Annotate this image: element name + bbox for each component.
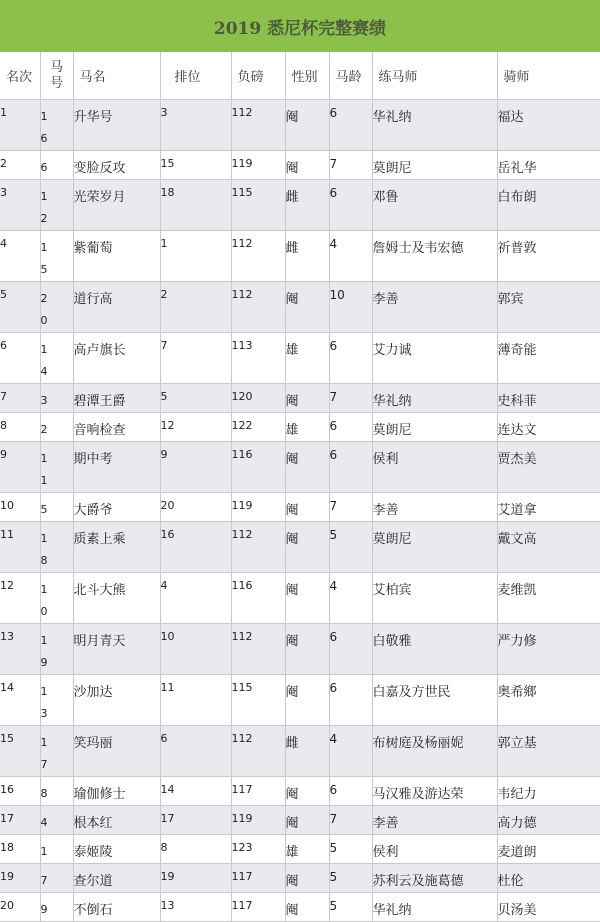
- cell-jockey: 郭宾: [497, 282, 600, 333]
- cell-trainer: 邓鲁: [372, 180, 497, 231]
- cell-horse-number: [40, 100, 73, 151]
- horse-number-digit-2: 6: [40, 132, 48, 145]
- header-draw: 排位: [160, 52, 231, 100]
- cell-age: 6: [329, 180, 372, 231]
- cell-horse-number: [40, 180, 73, 231]
- cell-rank: 4: [0, 231, 40, 282]
- table-row: [0, 384, 600, 413]
- cell-weight: 115: [231, 675, 285, 726]
- horse-number-digit-2: 4: [40, 365, 48, 378]
- cell-trainer: 李善: [372, 806, 497, 835]
- cell-jockey: 郭立基: [497, 726, 600, 777]
- cell-sex: 阉: [285, 151, 329, 180]
- cell-draw: 3: [160, 100, 231, 151]
- cell-age: 5: [329, 835, 372, 864]
- cell-rank: 20: [0, 893, 40, 922]
- cell-sex: 阉: [285, 493, 329, 522]
- cell-jockey: 贾杰美: [497, 442, 600, 493]
- cell-jockey: 史科菲: [497, 384, 600, 413]
- cell-horse-name: 笑玛丽: [73, 726, 160, 777]
- horse-number-digit-1: 2: [40, 423, 48, 436]
- cell-horse-name: 根本红: [73, 806, 160, 835]
- cell-rank: 16: [0, 777, 40, 806]
- cell-jockey: 韦纪力: [497, 777, 600, 806]
- cell-horse-number: [40, 151, 73, 180]
- cell-age: 7: [329, 493, 372, 522]
- cell-sex: 雌: [285, 180, 329, 231]
- horse-number-digit-1: 1: [40, 583, 48, 596]
- cell-weight: 119: [231, 151, 285, 180]
- cell-trainer: 白敬雅: [372, 624, 497, 675]
- cell-weight: 120: [231, 384, 285, 413]
- cell-trainer: 华礼纳: [372, 384, 497, 413]
- cell-age: 6: [329, 413, 372, 442]
- cell-rank: 11: [0, 522, 40, 573]
- horse-number-digit-1: 2: [40, 292, 48, 305]
- header-jockey: 骑师: [497, 52, 600, 100]
- cell-age: 7: [329, 384, 372, 413]
- cell-trainer: 侯利: [372, 835, 497, 864]
- cell-horse-name: 高卢旗长: [73, 333, 160, 384]
- cell-horse-name: 变脸反攻: [73, 151, 160, 180]
- cell-weight: 117: [231, 893, 285, 922]
- cell-rank: 12: [0, 573, 40, 624]
- cell-sex: 阉: [285, 522, 329, 573]
- horse-number-digit-1: 1: [40, 845, 48, 858]
- cell-horse-name: 查尔道: [73, 864, 160, 893]
- cell-horse-number: [40, 806, 73, 835]
- cell-age: 7: [329, 151, 372, 180]
- horse-number-digit-2: 1: [40, 474, 48, 487]
- cell-sex: 阉: [285, 624, 329, 675]
- cell-draw: 6: [160, 726, 231, 777]
- header-sex: 性别: [285, 52, 329, 100]
- cell-sex: 阉: [285, 384, 329, 413]
- cell-age: 6: [329, 675, 372, 726]
- cell-sex: 阉: [285, 864, 329, 893]
- cell-draw: 19: [160, 864, 231, 893]
- cell-jockey: 戴文高: [497, 522, 600, 573]
- cell-jockey: 薄奇能: [497, 333, 600, 384]
- cell-sex: 阉: [285, 893, 329, 922]
- cell-trainer: 李善: [372, 493, 497, 522]
- table-row: [0, 151, 600, 180]
- cell-trainer: 莫朗尼: [372, 413, 497, 442]
- cell-rank: 5: [0, 282, 40, 333]
- horse-number-digit-2: 8: [40, 554, 48, 567]
- cell-horse-name: 紫葡萄: [73, 231, 160, 282]
- table-row: [0, 726, 600, 777]
- cell-draw: 1: [160, 231, 231, 282]
- cell-draw: 5: [160, 384, 231, 413]
- cell-draw: 8: [160, 835, 231, 864]
- table-row: [0, 522, 600, 573]
- header-trainer: 练马师: [372, 52, 497, 100]
- header-horse-number-line2: 号: [49, 75, 63, 91]
- cell-trainer: 莫朗尼: [372, 151, 497, 180]
- header-age: 马龄: [329, 52, 372, 100]
- cell-horse-number: [40, 413, 73, 442]
- cell-draw: 15: [160, 151, 231, 180]
- cell-jockey: 艾道拿: [497, 493, 600, 522]
- cell-horse-number: [40, 522, 73, 573]
- cell-age: 6: [329, 624, 372, 675]
- cell-jockey: 岳礼华: [497, 151, 600, 180]
- horse-number-digit-1: 4: [40, 816, 48, 829]
- cell-horse-name: 质素上乘: [73, 522, 160, 573]
- cell-rank: 8: [0, 413, 40, 442]
- cell-horse-name: 碧潭王爵: [73, 384, 160, 413]
- horse-number-digit-2: 0: [40, 605, 48, 618]
- cell-horse-number: [40, 493, 73, 522]
- cell-sex: 阉: [285, 806, 329, 835]
- cell-horse-number: [40, 384, 73, 413]
- cell-sex: 阉: [285, 777, 329, 806]
- cell-trainer: 白嘉及方世民: [372, 675, 497, 726]
- table-row: [0, 675, 600, 726]
- table-row: [0, 333, 600, 384]
- cell-weight: 119: [231, 806, 285, 835]
- results-body: [0, 100, 600, 922]
- cell-age: 5: [329, 522, 372, 573]
- cell-rank: 15: [0, 726, 40, 777]
- cell-sex: 阉: [285, 100, 329, 151]
- cell-trainer: 华礼纳: [372, 100, 497, 151]
- cell-weight: 117: [231, 864, 285, 893]
- cell-jockey: 连达文: [497, 413, 600, 442]
- table-title: 2019 悉尼杯完整赛绩: [0, 0, 600, 52]
- cell-sex: 阉: [285, 675, 329, 726]
- cell-horse-number: [40, 893, 73, 922]
- cell-age: 6: [329, 442, 372, 493]
- cell-age: 10: [329, 282, 372, 333]
- horse-number-digit-1: 1: [40, 343, 48, 356]
- horse-number-digit-2: 0: [40, 314, 48, 327]
- cell-horse-number: [40, 442, 73, 493]
- cell-sex: 雄: [285, 413, 329, 442]
- horse-number-digit-2: 9: [40, 656, 48, 669]
- cell-draw: 14: [160, 777, 231, 806]
- cell-horse-name: 音响检查: [73, 413, 160, 442]
- header-row: [0, 52, 600, 100]
- horse-number-digit-1: 1: [40, 532, 48, 545]
- cell-horse-name: 北斗大熊: [73, 573, 160, 624]
- table-row: [0, 806, 600, 835]
- cell-trainer: 詹姆士及韦宏德: [372, 231, 497, 282]
- cell-trainer: 侯利: [372, 442, 497, 493]
- cell-jockey: 福达: [497, 100, 600, 151]
- cell-weight: 112: [231, 522, 285, 573]
- results-table: [0, 52, 600, 922]
- table-row: [0, 282, 600, 333]
- cell-rank: 18: [0, 835, 40, 864]
- cell-rank: 13: [0, 624, 40, 675]
- cell-horse-number: [40, 864, 73, 893]
- cell-rank: 10: [0, 493, 40, 522]
- cell-sex: 雌: [285, 231, 329, 282]
- cell-trainer: 艾力诚: [372, 333, 497, 384]
- cell-trainer: 华礼纳: [372, 893, 497, 922]
- table-row: [0, 180, 600, 231]
- horse-number-digit-1: 3: [40, 394, 48, 407]
- horse-number-digit-1: 6: [40, 161, 48, 174]
- horse-number-digit-1: 1: [40, 110, 48, 123]
- horse-number-digit-1: 9: [40, 903, 48, 916]
- cell-age: 5: [329, 893, 372, 922]
- cell-draw: 11: [160, 675, 231, 726]
- cell-draw: 7: [160, 333, 231, 384]
- cell-rank: 1: [0, 100, 40, 151]
- cell-weight: 122: [231, 413, 285, 442]
- table-row: [0, 442, 600, 493]
- cell-weight: 115: [231, 180, 285, 231]
- horse-number-digit-1: 1: [40, 190, 48, 203]
- cell-draw: 17: [160, 806, 231, 835]
- cell-horse-number: [40, 835, 73, 864]
- cell-horse-number: [40, 333, 73, 384]
- cell-horse-name: 不倒石: [73, 893, 160, 922]
- cell-horse-number: [40, 726, 73, 777]
- cell-horse-name: 大爵爷: [73, 493, 160, 522]
- cell-horse-name: 期中考: [73, 442, 160, 493]
- cell-horse-name: 瑜伽修士: [73, 777, 160, 806]
- cell-weight: 112: [231, 231, 285, 282]
- cell-trainer: 布树庭及杨丽妮: [372, 726, 497, 777]
- header-rank: 名次: [0, 52, 40, 100]
- cell-jockey: 杜伦: [497, 864, 600, 893]
- cell-horse-name: 泰姬陵: [73, 835, 160, 864]
- cell-rank: 19: [0, 864, 40, 893]
- table-row: [0, 864, 600, 893]
- cell-jockey: 麦道朗: [497, 835, 600, 864]
- cell-age: 5: [329, 864, 372, 893]
- cell-weight: 119: [231, 493, 285, 522]
- cell-age: 4: [329, 726, 372, 777]
- cell-jockey: 贝汤美: [497, 893, 600, 922]
- cell-horse-name: 明月青天: [73, 624, 160, 675]
- cell-horse-name: 道行高: [73, 282, 160, 333]
- cell-age: 6: [329, 777, 372, 806]
- cell-rank: 3: [0, 180, 40, 231]
- cell-weight: 117: [231, 777, 285, 806]
- cell-horse-number: [40, 573, 73, 624]
- cell-horse-name: 升华号: [73, 100, 160, 151]
- cell-sex: 阉: [285, 442, 329, 493]
- cell-draw: 20: [160, 493, 231, 522]
- cell-jockey: 祈普敦: [497, 231, 600, 282]
- cell-jockey: 奥希鄉: [497, 675, 600, 726]
- table-row: [0, 777, 600, 806]
- horse-number-digit-1: 5: [40, 503, 48, 516]
- horse-number-digit-1: 7: [40, 874, 48, 887]
- cell-sex: 雄: [285, 333, 329, 384]
- cell-trainer: 李善: [372, 282, 497, 333]
- cell-weight: 112: [231, 726, 285, 777]
- cell-weight: 116: [231, 442, 285, 493]
- cell-rank: 9: [0, 442, 40, 493]
- cell-age: 4: [329, 231, 372, 282]
- horse-number-digit-1: 1: [40, 685, 48, 698]
- cell-weight: 112: [231, 282, 285, 333]
- table-row: [0, 493, 600, 522]
- horse-number-digit-2: 2: [40, 212, 48, 225]
- cell-horse-name: 光荣岁月: [73, 180, 160, 231]
- table-row: [0, 100, 600, 151]
- horse-number-digit-1: 1: [40, 452, 48, 465]
- cell-horse-number: [40, 282, 73, 333]
- table-row: [0, 624, 600, 675]
- horse-number-digit-1: 1: [40, 634, 48, 647]
- horse-number-digit-2: 3: [40, 707, 48, 720]
- horse-number-digit-1: 8: [40, 787, 48, 800]
- header-horse-name: 马名: [73, 52, 160, 100]
- cell-horse-name: 沙加达: [73, 675, 160, 726]
- cell-draw: 12: [160, 413, 231, 442]
- cell-horse-number: [40, 231, 73, 282]
- cell-draw: 18: [160, 180, 231, 231]
- horse-number-digit-2: 5: [40, 263, 48, 276]
- cell-jockey: 严力修: [497, 624, 600, 675]
- cell-sex: 阉: [285, 573, 329, 624]
- cell-weight: 113: [231, 333, 285, 384]
- cell-draw: 13: [160, 893, 231, 922]
- table-row: [0, 835, 600, 864]
- cell-weight: 112: [231, 100, 285, 151]
- cell-weight: 112: [231, 624, 285, 675]
- cell-sex: 雌: [285, 726, 329, 777]
- cell-sex: 阉: [285, 282, 329, 333]
- cell-trainer: 莫朗尼: [372, 522, 497, 573]
- cell-jockey: 高力德: [497, 806, 600, 835]
- cell-weight: 116: [231, 573, 285, 624]
- header-weight: 负磅: [231, 52, 285, 100]
- cell-jockey: 麦维凯: [497, 573, 600, 624]
- cell-trainer: 艾柏宾: [372, 573, 497, 624]
- horse-number-digit-1: 1: [40, 736, 48, 749]
- cell-age: 6: [329, 333, 372, 384]
- cell-age: 6: [329, 100, 372, 151]
- table-row: [0, 231, 600, 282]
- table-row: [0, 573, 600, 624]
- cell-age: 7: [329, 806, 372, 835]
- cell-trainer: 马汉雅及游达荣: [372, 777, 497, 806]
- cell-trainer: 苏利云及施葛德: [372, 864, 497, 893]
- header-horse-number: [40, 52, 73, 100]
- cell-sex: 雄: [285, 835, 329, 864]
- cell-draw: 10: [160, 624, 231, 675]
- cell-draw: 9: [160, 442, 231, 493]
- horse-number-digit-1: 1: [40, 241, 48, 254]
- cell-weight: 123: [231, 835, 285, 864]
- header-horse-number-line1: 马: [49, 59, 63, 75]
- cell-horse-number: [40, 675, 73, 726]
- horse-number-digit-2: 7: [40, 758, 48, 771]
- cell-rank: 6: [0, 333, 40, 384]
- cell-draw: 16: [160, 522, 231, 573]
- cell-age: 4: [329, 573, 372, 624]
- cell-draw: 4: [160, 573, 231, 624]
- cell-horse-number: [40, 624, 73, 675]
- cell-horse-number: [40, 777, 73, 806]
- cell-jockey: 白布朗: [497, 180, 600, 231]
- cell-rank: 7: [0, 384, 40, 413]
- table-row: [0, 893, 600, 922]
- cell-draw: 2: [160, 282, 231, 333]
- table-row: [0, 413, 600, 442]
- cell-rank: 14: [0, 675, 40, 726]
- cell-rank: 17: [0, 806, 40, 835]
- cell-rank: 2: [0, 151, 40, 180]
